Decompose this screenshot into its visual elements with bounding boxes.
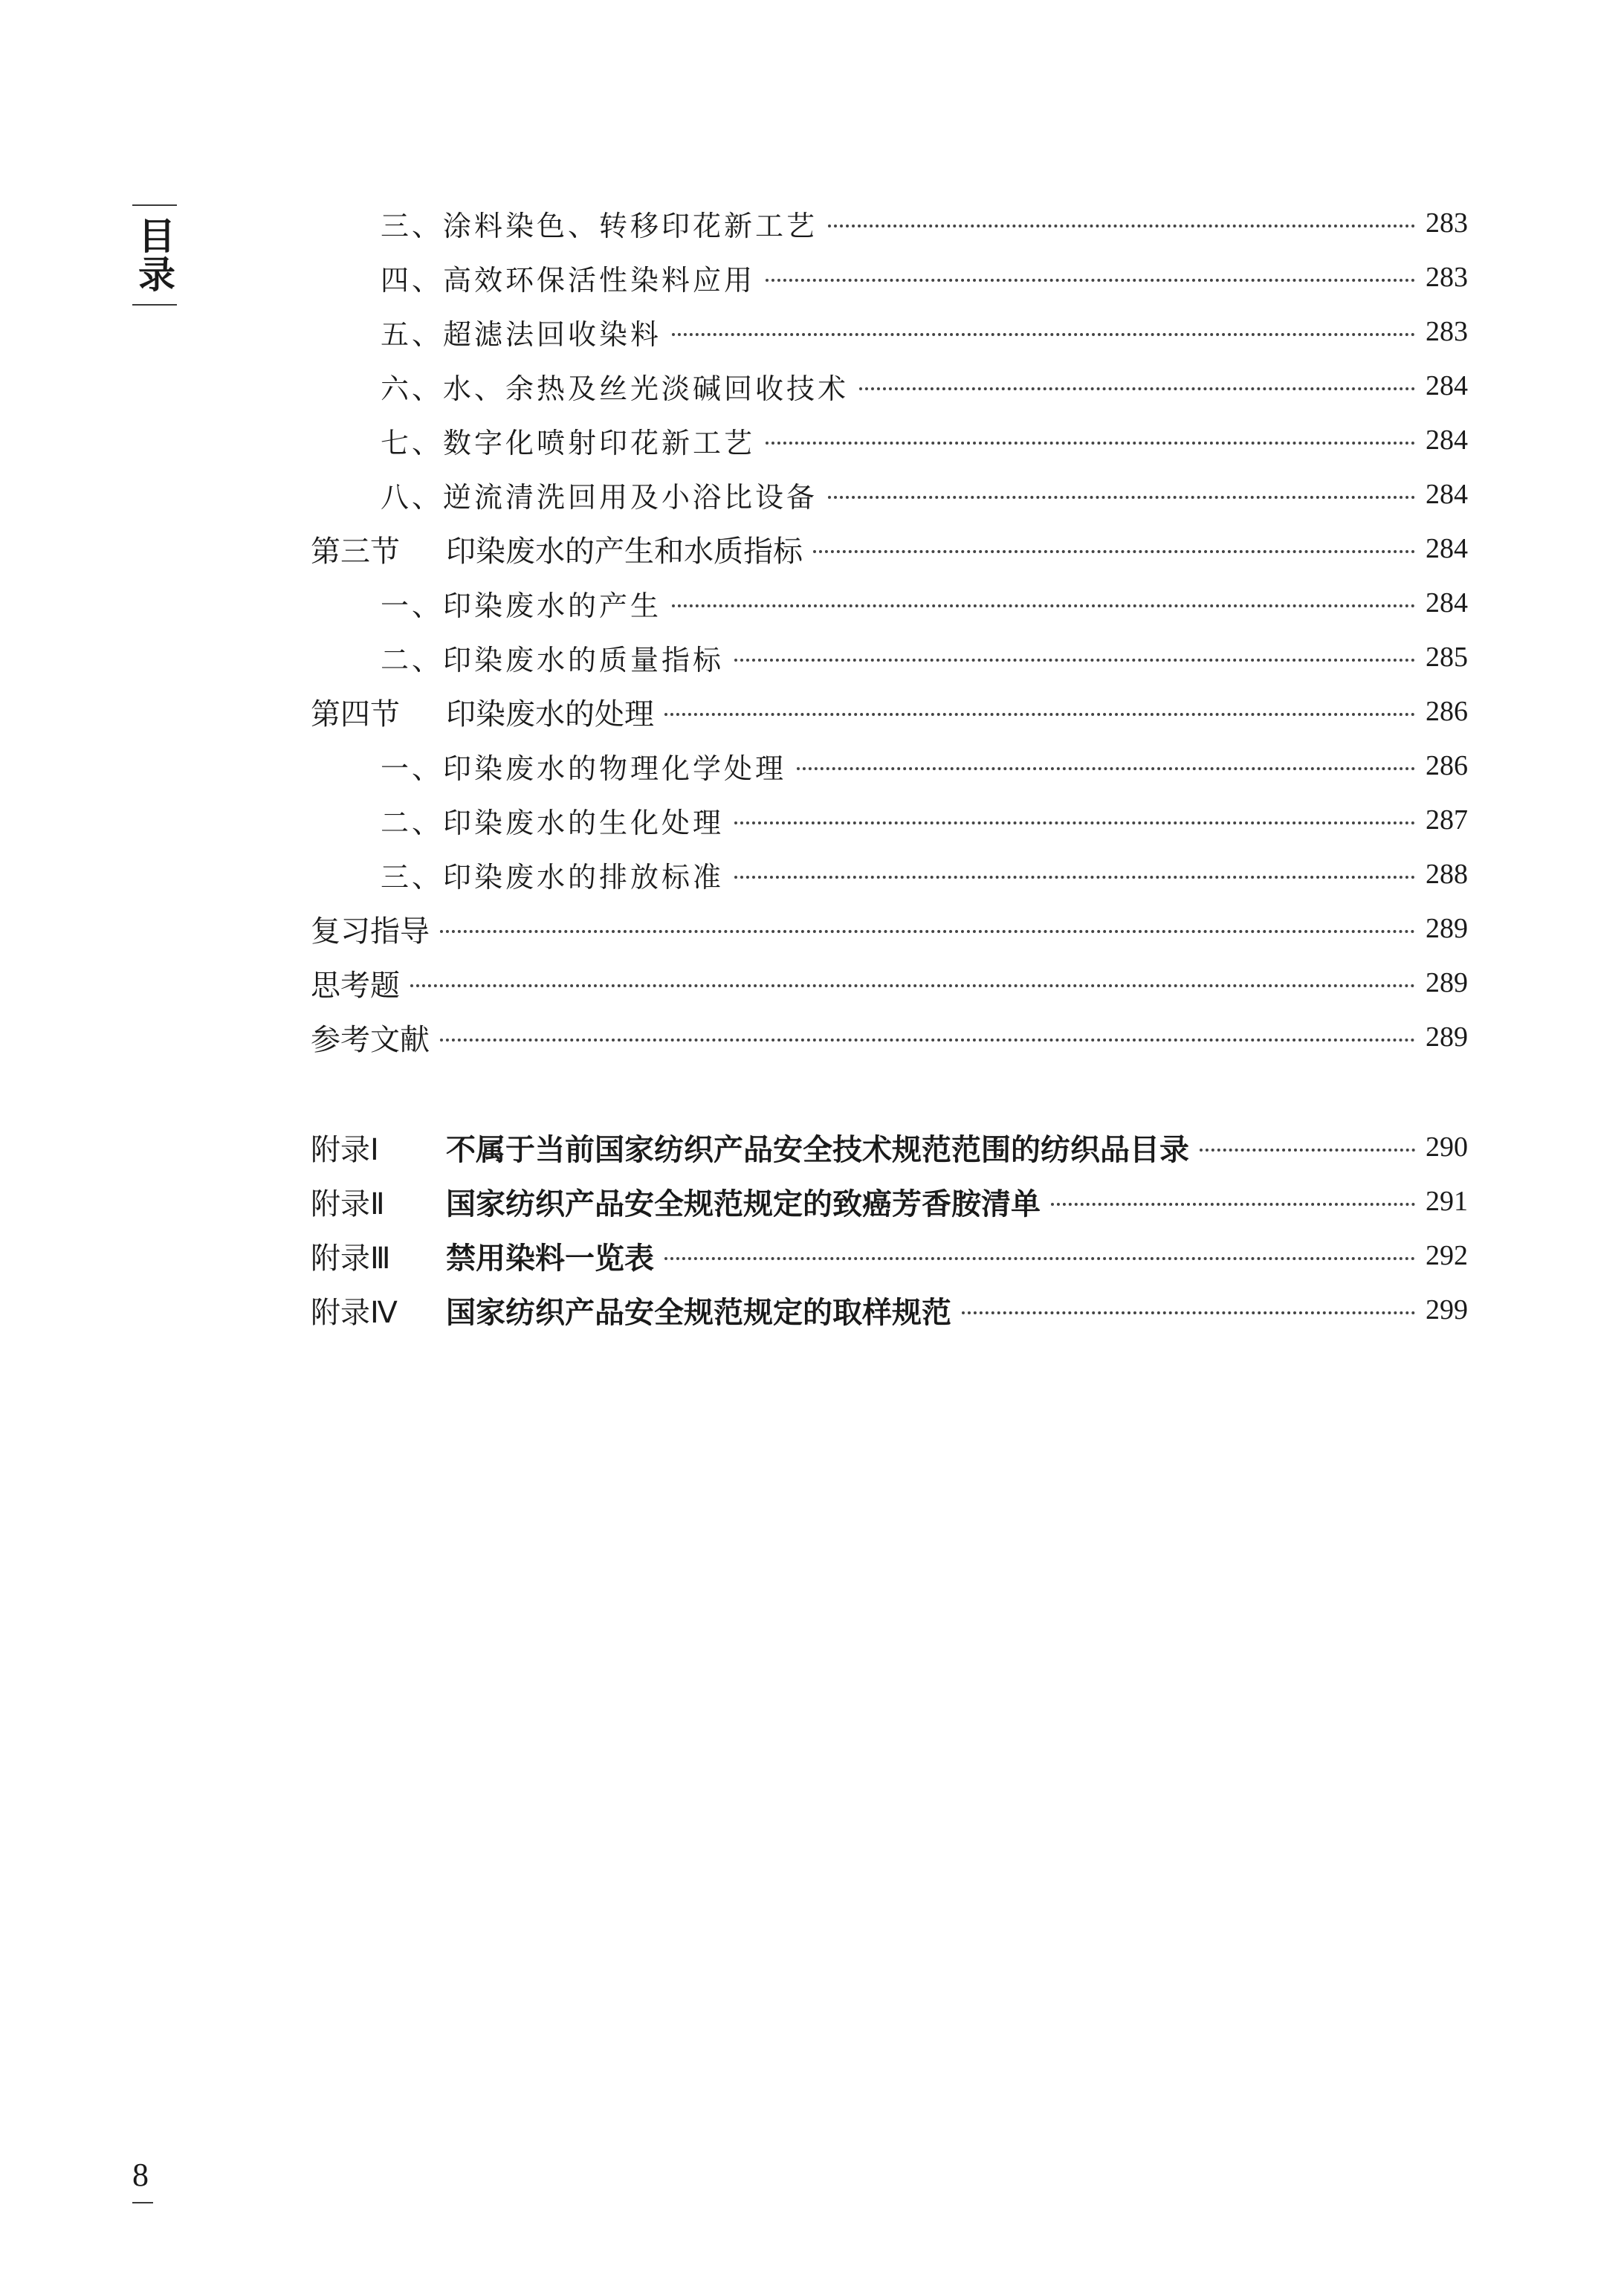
toc-entry-page: 289 (1426, 967, 1468, 998)
toc-entry-page: 283 (1426, 207, 1468, 239)
toc-questions-entry[interactable] (311, 960, 1468, 1005)
toc-entry[interactable] (381, 581, 1468, 625)
toc-entry-number: 七、 (381, 426, 444, 459)
toc-entry[interactable] (381, 255, 1468, 300)
toc-section-number: 第三节 (311, 534, 400, 569)
appendix-number: 附录Ⅱ (311, 1186, 385, 1221)
toc-entry-title: 印染废水的排放标准 (443, 860, 725, 894)
toc-section-title: 印染废水的产生和水质指标 (446, 534, 803, 569)
toc-entry-number: 六、 (381, 372, 444, 405)
appendix-number: 附录Ⅲ (311, 1241, 391, 1276)
appendix-title: 不属于当前国家纺织产品安全技术规范范围的纺织品目录 (446, 1132, 1189, 1167)
appendix-title: 国家纺织产品安全规范规定的致癌芳香胺清单 (446, 1186, 1041, 1221)
toc-entry-page: 283 (1426, 262, 1468, 293)
appendix-number: 附录Ⅳ (311, 1295, 398, 1330)
toc-entry-page: 286 (1426, 696, 1468, 727)
toc-entry-title: 逆流清洗回用及小浴比设备 (443, 480, 818, 514)
toc-section-number: 第四节 (311, 697, 400, 732)
toc-entry-page: 285 (1426, 642, 1468, 673)
toc-entry-title: 数字化喷射印花新工艺 (443, 426, 756, 459)
toc-section-title: 印染废水的处理 (446, 697, 654, 732)
toc-entry-page: 284 (1426, 424, 1468, 456)
dot-leader (410, 984, 1415, 987)
dot-leader (828, 225, 1415, 227)
page-number (132, 2156, 149, 2194)
toc-entry-title: 印染废水的产生 (443, 589, 662, 622)
toc-entry-page: 290 (1426, 1131, 1468, 1163)
toc-entry-page: 283 (1426, 316, 1468, 347)
toc-entry-page: 284 (1426, 533, 1468, 564)
dot-leader (672, 604, 1415, 607)
toc-appendix-entry[interactable] (311, 1179, 1468, 1224)
toc-entry-number: 五、 (381, 317, 444, 351)
toc-entry-page: 288 (1426, 859, 1468, 890)
dot-leader (672, 333, 1415, 336)
dot-leader (664, 1257, 1415, 1260)
toc-entry-number: 一、 (381, 589, 444, 622)
appendix-number: 附录Ⅰ (311, 1132, 379, 1167)
toc-entry[interactable] (381, 364, 1468, 408)
toc-appendix-entry[interactable] (311, 1233, 1468, 1278)
toc-review-entry[interactable] (311, 906, 1468, 951)
toc-appendix-entry[interactable] (311, 1288, 1468, 1332)
toc-entry[interactable] (381, 798, 1468, 842)
toc-entry-number: 三、 (381, 860, 444, 894)
page-number-underline (132, 2202, 153, 2203)
dot-leader (734, 821, 1415, 824)
toc-entry-title: 印染废水的生化处理 (443, 806, 725, 839)
toc-references-entry[interactable] (311, 1015, 1468, 1059)
toc-entry-number: 二、 (381, 806, 444, 839)
toc-entry-page: 284 (1426, 479, 1468, 510)
appendix-title: 禁用染料一览表 (446, 1241, 654, 1276)
dot-leader (828, 496, 1415, 499)
toc-entry-title: 参考文献 (311, 1022, 430, 1057)
toc-entry-page: 289 (1426, 913, 1468, 944)
toc-entry-title: 涂料染色、转移印花新工艺 (443, 209, 818, 242)
dot-leader (859, 387, 1415, 390)
toc-section-entry[interactable] (311, 689, 1468, 734)
toc-entry-title: 超滤法回收染料 (443, 317, 662, 351)
section-tab-label: 目录 (132, 216, 175, 294)
dot-leader (813, 550, 1415, 553)
dot-leader (766, 279, 1415, 282)
toc-entry[interactable] (381, 852, 1468, 897)
toc-entry-number: 八、 (381, 480, 444, 514)
toc-entry[interactable] (381, 635, 1468, 679)
toc-entry-title: 水、余热及丝光淡碱回收技术 (443, 372, 850, 405)
toc-entry-title: 复习指导 (311, 914, 430, 949)
toc-entry-number: 一、 (381, 752, 444, 785)
toc-entry-page: 286 (1426, 750, 1468, 781)
toc-entry-page: 284 (1426, 587, 1468, 619)
toc-entry[interactable] (381, 309, 1468, 354)
toc-appendix-entry[interactable] (311, 1125, 1468, 1169)
toc-entry-number: 二、 (381, 643, 444, 676)
dot-leader (766, 442, 1415, 445)
toc-entry-page: 289 (1426, 1021, 1468, 1053)
appendix-title: 国家纺织产品安全规范规定的取样规范 (446, 1295, 951, 1330)
toc-entry-number: 四、 (381, 263, 444, 297)
toc-entry-title: 思考题 (311, 968, 400, 1003)
dot-leader (440, 930, 1415, 933)
dot-leader (962, 1311, 1415, 1314)
toc-entry[interactable] (381, 201, 1468, 245)
dot-leader (664, 713, 1415, 716)
toc-entry[interactable] (381, 418, 1468, 462)
dot-leader (440, 1039, 1415, 1042)
toc-entry-title: 印染废水的质量指标 (443, 643, 725, 676)
toc-entry[interactable] (381, 743, 1468, 788)
toc-entry-number: 三、 (381, 209, 444, 242)
page-number-text: 8 (132, 2157, 149, 2193)
toc-entry-page: 292 (1426, 1240, 1468, 1271)
dot-leader (1200, 1149, 1415, 1152)
toc-entry-title: 印染废水的物理化学处理 (443, 752, 787, 785)
toc-entry-title: 高效环保活性染料应用 (443, 263, 756, 297)
toc-entry-page: 291 (1426, 1186, 1468, 1217)
toc-entry[interactable] (381, 472, 1468, 517)
toc-section-entry[interactable] (311, 526, 1468, 571)
dot-leader (797, 767, 1415, 770)
toc-entry-page: 299 (1426, 1294, 1468, 1325)
dot-leader (734, 876, 1415, 879)
toc-entry-page: 287 (1426, 804, 1468, 836)
dot-leader (1051, 1203, 1415, 1206)
toc-entry-page: 284 (1426, 370, 1468, 401)
dot-leader (734, 659, 1415, 662)
